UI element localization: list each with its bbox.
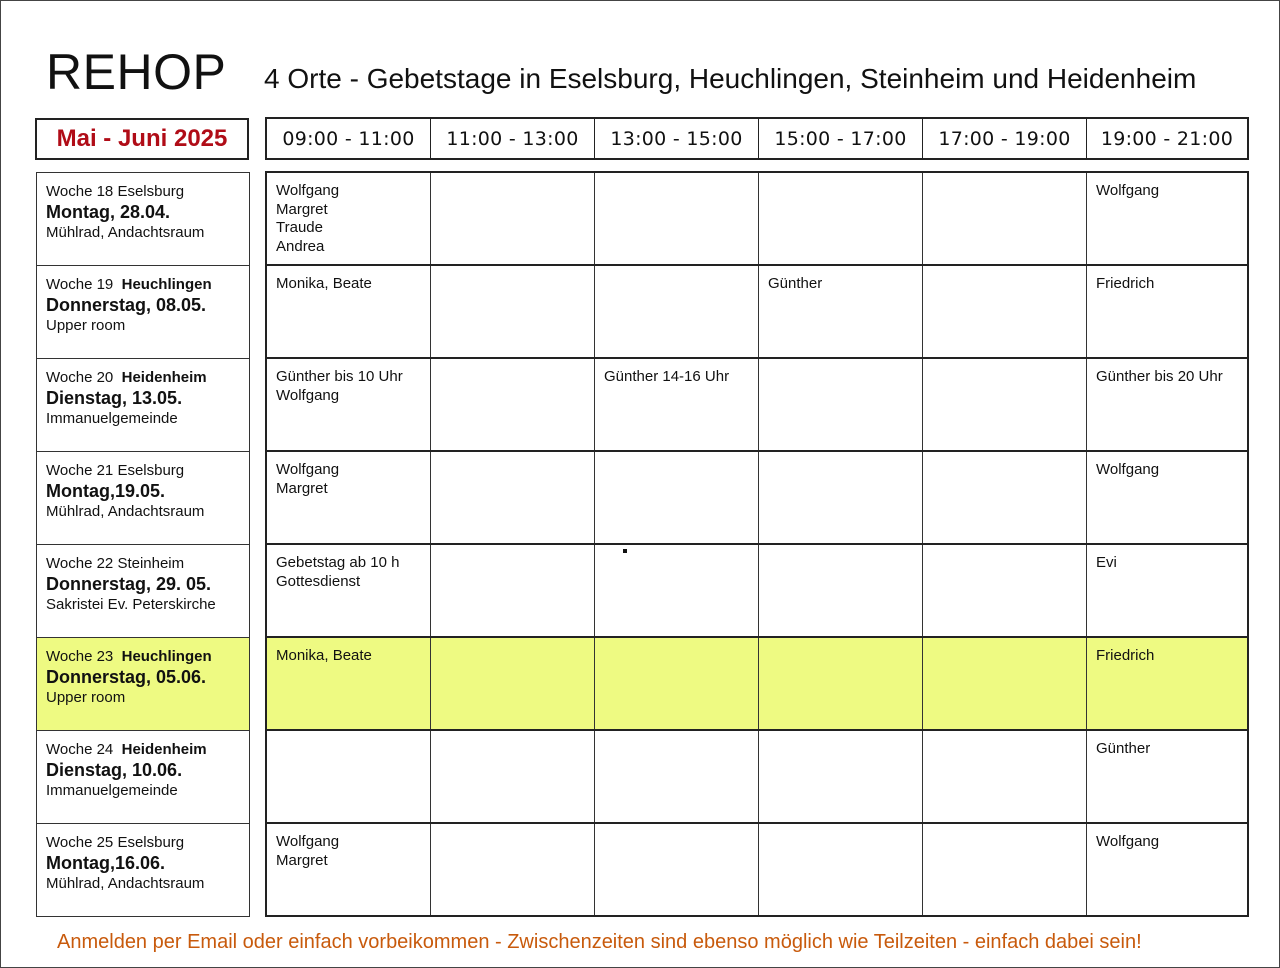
- schedule-cell[interactable]: [595, 731, 759, 822]
- time-slot-header: [265, 117, 1249, 160]
- day-cell: [37, 266, 249, 359]
- day-date: Donnerstag, 05.06.: [46, 667, 207, 687]
- footer-note: Anmelden per Email oder einfach vorbeikommen - Zwischenzeiten sind ebenso möglich wie Teilzeiten - einfach dabei sein!: [57, 931, 1142, 953]
- schedule-cell[interactable]: [431, 731, 595, 822]
- signup-name: Günther: [768, 275, 823, 292]
- schedule-cell[interactable]: [923, 173, 1087, 264]
- schedule-grid: [265, 171, 1249, 917]
- schedule-cell[interactable]: [759, 452, 923, 543]
- stray-dot: [623, 549, 627, 553]
- schedule-cell[interactable]: [267, 452, 431, 543]
- schedule-row: [267, 266, 1247, 359]
- signup-name: Günther: [1096, 740, 1151, 757]
- schedule-row: [267, 359, 1247, 452]
- week-number: Woche 18: [46, 183, 114, 200]
- schedule-cell[interactable]: [1087, 824, 1247, 915]
- signup-name: Margret: [276, 851, 328, 869]
- place-name: Heidenheim: [121, 741, 207, 758]
- schedule-cell[interactable]: [759, 359, 923, 450]
- schedule-cell[interactable]: [595, 545, 759, 636]
- time-slot-header-cell: 09:00 - 11:00: [267, 119, 431, 158]
- schedule-cell[interactable]: [923, 545, 1087, 636]
- day-cell: [37, 824, 249, 916]
- schedule-cell[interactable]: [595, 266, 759, 357]
- schedule-cell[interactable]: [595, 359, 759, 450]
- schedule-cell[interactable]: [759, 545, 923, 636]
- week-label: [46, 183, 241, 201]
- schedule-cell[interactable]: [923, 452, 1087, 543]
- place-name: Heuchlingen: [121, 276, 212, 293]
- signup-name: Günther bis 20 Uhr: [1096, 368, 1223, 385]
- schedule-cell[interactable]: [267, 359, 431, 450]
- place-name: Eselsburg: [117, 834, 185, 851]
- schedule-row: [267, 545, 1247, 638]
- signup-name: Margret: [276, 200, 328, 218]
- signup-name: Gebetstag ab 10 h: [276, 554, 400, 571]
- signup-name: Wolfgang: [276, 833, 340, 850]
- week-number: Woche 19: [46, 276, 114, 293]
- schedule-row: [267, 173, 1247, 266]
- day-location: Upper room: [46, 317, 126, 334]
- schedule-cell[interactable]: [759, 731, 923, 822]
- place-name: Heidenheim: [121, 369, 207, 386]
- schedule-cell[interactable]: [1087, 173, 1247, 264]
- time-slot-header-cell: 19:00 - 21:00: [1100, 127, 1234, 150]
- brand-title: REHOP: [46, 44, 227, 100]
- place-name: Eselsburg: [117, 183, 185, 200]
- schedule-cell[interactable]: [431, 824, 595, 915]
- schedule-row: [267, 824, 1247, 915]
- signup-name: Traude: [276, 219, 323, 236]
- day-location: Mühlrad, Andachtsraum: [46, 224, 205, 241]
- day-date: Donnerstag, 08.05.: [46, 295, 207, 315]
- week-label: [46, 834, 241, 852]
- day-location: Sakristei Ev. Peterskirche: [46, 596, 216, 613]
- schedule-row: [267, 731, 1247, 824]
- signup-name: Günther 14-16 Uhr: [604, 368, 730, 385]
- schedule-cell[interactable]: [923, 824, 1087, 915]
- signup-name: Monika, Beate: [276, 275, 372, 292]
- page-headline: 4 Orte - Gebetstage in Eselsburg, Heuchlingen, Steinheim und Heidenheim: [264, 63, 1197, 94]
- schedule-cell[interactable]: [595, 638, 759, 729]
- schedule-cell[interactable]: [923, 638, 1087, 729]
- period-label: Mai - Juni 2025: [35, 118, 249, 160]
- schedule-cell[interactable]: [431, 452, 595, 543]
- signup-name: Wolfgang: [276, 386, 340, 404]
- schedule-cell[interactable]: [267, 266, 431, 357]
- place-name: Steinheim: [117, 555, 185, 572]
- time-slot-header-cell: 15:00 - 17:00: [759, 119, 923, 158]
- place-name: Eselsburg: [117, 462, 185, 479]
- schedule-cell[interactable]: [595, 824, 759, 915]
- week-number: Woche 23: [46, 648, 114, 665]
- week-label: [46, 276, 241, 294]
- schedule-cell[interactable]: [1087, 359, 1247, 450]
- signup-name: Wolfgang: [276, 182, 340, 199]
- signup-name: Friedrich: [1096, 275, 1155, 292]
- signup-name: Wolfgang: [1096, 461, 1160, 478]
- place-name: Heuchlingen: [121, 648, 212, 665]
- schedule-cell[interactable]: [759, 173, 923, 264]
- signup-name: Wolfgang: [1096, 182, 1160, 199]
- signup-name: Wolfgang: [1096, 833, 1160, 850]
- schedule-cell[interactable]: [1087, 452, 1247, 543]
- schedule-cell[interactable]: [759, 266, 923, 357]
- schedule-cell[interactable]: [759, 638, 923, 729]
- signup-name: Andrea: [276, 237, 325, 255]
- schedule-cell[interactable]: [1087, 266, 1247, 357]
- day-location: Upper room: [46, 689, 126, 706]
- day-cell: [37, 545, 249, 638]
- schedule-cell[interactable]: [1087, 638, 1247, 729]
- signup-name: Evi: [1096, 554, 1117, 571]
- week-label: [46, 555, 241, 573]
- schedule-cell[interactable]: [1087, 545, 1247, 636]
- signup-name: Wolfgang: [276, 461, 340, 478]
- day-cell: [37, 452, 249, 545]
- schedule-cell[interactable]: [431, 173, 595, 264]
- schedule-cell[interactable]: [923, 359, 1087, 450]
- day-date: Donnerstag, 29. 05.: [46, 574, 212, 594]
- day-date: Montag, 28.04.: [46, 202, 171, 222]
- schedule-cell[interactable]: [923, 731, 1087, 822]
- week-label: [46, 648, 241, 666]
- day-cell: [37, 731, 249, 824]
- week-number: Woche 25: [46, 834, 114, 851]
- schedule-cell[interactable]: [267, 731, 431, 822]
- time-slot-header-cell: 11:00 - 13:00: [431, 119, 595, 158]
- signup-name: Friedrich: [1096, 647, 1155, 664]
- schedule-cell[interactable]: [923, 266, 1087, 357]
- day-cell: [37, 638, 249, 731]
- day-location: Mühlrad, Andachtsraum: [46, 503, 205, 520]
- signup-name: Gottesdienst: [276, 572, 361, 590]
- schedule-cell[interactable]: [267, 173, 431, 264]
- schedule-cell[interactable]: [595, 452, 759, 543]
- week-label: [46, 741, 241, 759]
- day-column: [36, 172, 250, 917]
- day-location: Immanuelgemeinde: [46, 782, 178, 799]
- schedule-row: [267, 638, 1247, 731]
- week-label: [46, 462, 241, 480]
- schedule-cell[interactable]: [267, 824, 431, 915]
- schedule-cell[interactable]: [431, 266, 595, 357]
- schedule-cell[interactable]: [431, 359, 595, 450]
- time-slot-header-cell: 13:00 - 15:00: [595, 119, 759, 158]
- time-slot-header-cell: 17:00 - 19:00: [923, 119, 1087, 158]
- schedule-cell[interactable]: [759, 824, 923, 915]
- week-number: Woche 21: [46, 462, 114, 479]
- week-number: Woche 24: [46, 741, 114, 758]
- schedule-cell[interactable]: [267, 545, 431, 636]
- day-location: Immanuelgemeinde: [46, 410, 178, 427]
- day-date: Dienstag, 13.05.: [46, 388, 183, 408]
- week-label: [46, 369, 241, 387]
- week-number: Woche 22: [46, 555, 114, 572]
- schedule-cell[interactable]: [267, 638, 431, 729]
- day-date: Montag,19.05.: [46, 481, 166, 501]
- day-location: Mühlrad, Andachtsraum: [46, 875, 205, 892]
- schedule-row: [267, 452, 1247, 545]
- day-date: Dienstag, 10.06.: [46, 760, 183, 780]
- day-cell: [37, 173, 249, 266]
- day-cell: [37, 359, 249, 452]
- week-number: Woche 20: [46, 369, 114, 386]
- signup-name: Günther bis 10 Uhr: [276, 368, 403, 385]
- schedule-cell[interactable]: [431, 638, 595, 729]
- signup-name: Margret: [276, 479, 328, 497]
- day-date: Montag,16.06.: [46, 853, 166, 873]
- schedule-cell[interactable]: [431, 545, 595, 636]
- schedule-cell[interactable]: [595, 173, 759, 264]
- schedule-cell[interactable]: [1087, 731, 1247, 822]
- signup-name: Monika, Beate: [276, 647, 372, 664]
